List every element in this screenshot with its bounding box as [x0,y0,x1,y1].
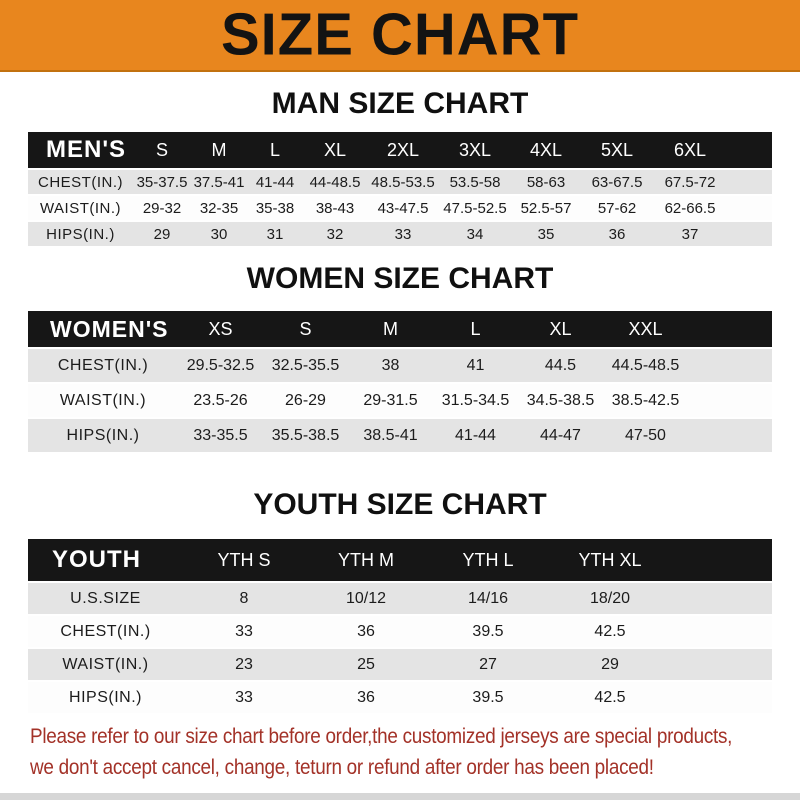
size-value-cell: 34.5-38.5 [518,384,603,417]
spacer-cell [671,616,772,647]
row-label: CHEST(IN.) [28,349,178,382]
size-value-cell: 44.5 [518,349,603,382]
table-row [28,616,772,647]
women-section-heading: WOMEN SIZE CHART [246,262,554,295]
size-value-cell: 38 [348,349,433,382]
size-column-header: M [348,311,433,347]
size-value-cell: 47.5-52.5 [439,196,511,220]
size-column-header: M [191,132,247,168]
size-value-cell: 23 [183,649,305,680]
size-value-cell: 57-62 [581,196,653,220]
size-value-cell: 44-47 [518,419,603,452]
table-row [28,682,772,713]
size-value-cell: 43-47.5 [367,196,439,220]
size-value-cell: 33-35.5 [178,419,263,452]
table-row [28,583,772,614]
size-column-header: XS [178,311,263,347]
size-value-cell: 33 [183,616,305,647]
size-value-cell: 67.5-72 [653,170,727,194]
women-size-table [28,309,772,454]
size-value-cell: 29.5-32.5 [178,349,263,382]
size-value-cell: 42.5 [549,616,671,647]
spacer-cell [671,583,772,614]
size-value-cell: 8 [183,583,305,614]
size-value-cell: 35-37.5 [133,170,191,194]
size-value-cell: 41-44 [247,170,303,194]
size-value-cell: 42.5 [549,682,671,713]
size-value-cell: 14/16 [427,583,549,614]
row-label: WAIST(IN.) [28,196,133,220]
size-value-cell: 31 [247,222,303,246]
size-value-cell: 53.5-58 [439,170,511,194]
size-value-cell: 32.5-35.5 [263,349,348,382]
women-section [0,262,800,454]
size-value-cell: 25 [305,649,427,680]
spacer-cell [727,196,772,220]
size-value-cell: 32-35 [191,196,247,220]
size-value-cell: 38-43 [303,196,367,220]
size-value-cell: 58-63 [511,170,581,194]
size-value-cell: 37 [653,222,727,246]
size-value-cell: 18/20 [549,583,671,614]
size-value-cell: 29 [133,222,191,246]
table-row [28,349,772,382]
size-value-cell: 27 [427,649,549,680]
size-value-cell: 36 [305,616,427,647]
size-value-cell: 29 [549,649,671,680]
size-value-cell: 44.5-48.5 [603,349,688,382]
size-column-header: L [433,311,518,347]
page-title: SIZE CHART [221,1,579,68]
men-section [0,87,800,248]
row-label: HIPS(IN.) [28,222,133,246]
youth-size-table [28,537,772,715]
row-label: HIPS(IN.) [28,419,178,452]
size-value-cell: 63-67.5 [581,170,653,194]
size-column-header: YTH M [305,539,427,581]
size-column-header: S [263,311,348,347]
size-value-cell: 37.5-41 [191,170,247,194]
footer-notice [0,721,800,783]
spacer-cell [688,419,772,452]
size-value-cell: 39.5 [427,616,549,647]
table-header-row [28,132,772,168]
size-value-cell: 33 [367,222,439,246]
size-value-cell: 38.5-42.5 [603,384,688,417]
row-label: WAIST(IN.) [28,649,183,680]
spacer-cell [688,349,772,382]
table-header-row [28,311,772,347]
size-value-cell: 62-66.5 [653,196,727,220]
size-value-cell: 10/12 [305,583,427,614]
size-column-header: L [247,132,303,168]
spacer-cell [688,311,772,347]
table-row [28,419,772,452]
size-value-cell: 38.5-41 [348,419,433,452]
row-label: CHEST(IN.) [28,616,183,647]
spacer-cell [671,682,772,713]
size-value-cell: 44-48.5 [303,170,367,194]
spacer-cell [671,649,772,680]
spacer-cell [727,222,772,246]
size-value-cell: 35 [511,222,581,246]
size-value-cell: 30 [191,222,247,246]
size-value-cell: 34 [439,222,511,246]
youth-section [0,488,800,715]
table-row [28,384,772,417]
spacer-cell [727,170,772,194]
size-column-header: S [133,132,191,168]
size-column-header: 3XL [439,132,511,168]
size-value-cell: 32 [303,222,367,246]
men-size-table [28,130,772,248]
table-title-cell: YOUTH [28,539,183,581]
row-label: U.S.SIZE [28,583,183,614]
size-value-cell: 35-38 [247,196,303,220]
banner [0,0,800,72]
size-column-header: XXL [603,311,688,347]
notice-line-1: Please refer to our size chart before order,the customized jerseys are special products, [30,725,733,748]
size-value-cell: 35.5-38.5 [263,419,348,452]
spacer-cell [727,132,772,168]
size-value-cell: 36 [305,682,427,713]
size-value-cell: 39.5 [427,682,549,713]
size-value-cell: 36 [581,222,653,246]
spacer-cell [671,539,772,581]
row-label: CHEST(IN.) [28,170,133,194]
bottom-strip [0,793,800,800]
size-value-cell: 52.5-57 [511,196,581,220]
row-label: HIPS(IN.) [28,682,183,713]
size-value-cell: 26-29 [263,384,348,417]
size-column-header: YTH L [427,539,549,581]
notice-line-2: we don't accept cancel, change, teturn or refund after order has been placed! [30,756,654,779]
size-column-header: 5XL [581,132,653,168]
spacer-cell [688,384,772,417]
size-value-cell: 31.5-34.5 [433,384,518,417]
table-header-row [28,539,772,581]
size-column-header: YTH S [183,539,305,581]
size-value-cell: 33 [183,682,305,713]
size-column-header: XL [303,132,367,168]
table-title-cell: MEN'S [28,132,133,168]
table-row [28,170,772,194]
size-value-cell: 29-31.5 [348,384,433,417]
size-column-header: XL [518,311,603,347]
size-column-header: 4XL [511,132,581,168]
row-label: WAIST(IN.) [28,384,178,417]
size-value-cell: 29-32 [133,196,191,220]
size-value-cell: 48.5-53.5 [367,170,439,194]
size-column-header: 6XL [653,132,727,168]
table-row [28,649,772,680]
youth-section-heading: YOUTH SIZE CHART [253,488,547,521]
table-row [28,222,772,246]
size-value-cell: 41 [433,349,518,382]
size-value-cell: 47-50 [603,419,688,452]
size-value-cell: 23.5-26 [178,384,263,417]
size-value-cell: 41-44 [433,419,518,452]
men-section-heading: MAN SIZE CHART [271,87,529,120]
table-row [28,196,772,220]
table-title-cell: WOMEN'S [28,311,178,347]
size-column-header: YTH XL [549,539,671,581]
size-column-header: 2XL [367,132,439,168]
